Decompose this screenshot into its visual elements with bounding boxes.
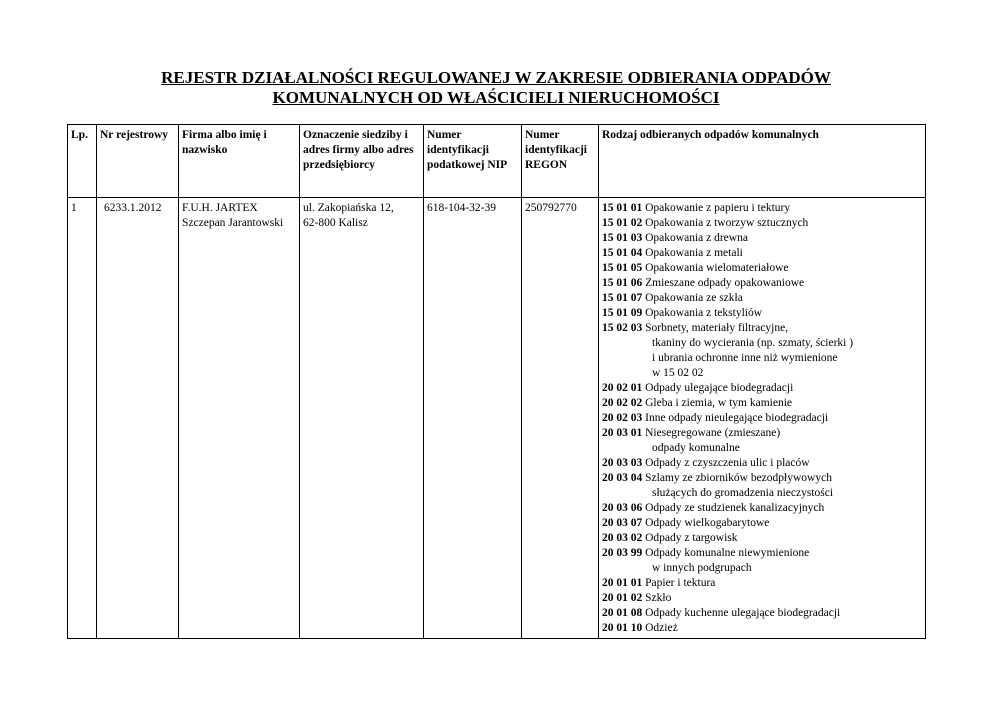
waste-code: 20 03 07 bbox=[602, 517, 643, 529]
table-row bbox=[68, 198, 926, 639]
waste-code: 20 01 08 bbox=[602, 607, 643, 619]
waste-description: Odpady z czyszczenia ulic i placów bbox=[645, 457, 810, 469]
waste-code: 20 01 10 bbox=[602, 622, 643, 634]
waste-entry-line bbox=[602, 276, 922, 291]
waste-entry-line bbox=[602, 366, 922, 381]
waste-description: Gleba i ziemia, w tym kamienie bbox=[645, 397, 793, 409]
waste-description: i ubrania ochronne inne niż wymienione bbox=[652, 352, 838, 364]
waste-entry-line bbox=[602, 576, 922, 591]
waste-description: Odpady z targowisk bbox=[645, 532, 738, 544]
document-title bbox=[60, 68, 932, 108]
waste-entry-line bbox=[602, 216, 922, 231]
waste-description: w innych podgrupach bbox=[652, 562, 752, 574]
cell-waste-list bbox=[599, 198, 926, 639]
waste-entry-line bbox=[602, 336, 922, 351]
cell-firma bbox=[179, 198, 300, 639]
register-table bbox=[67, 124, 926, 639]
cell-lp: 1 bbox=[68, 198, 97, 639]
waste-code: 15 01 07 bbox=[602, 292, 643, 304]
waste-entry-line bbox=[602, 621, 922, 636]
waste-description: Opakowania z metali bbox=[645, 247, 743, 259]
waste-description: Opakowanie z papieru i tektury bbox=[645, 202, 791, 214]
waste-description: Opakowania z tworzyw sztucznych bbox=[645, 217, 809, 229]
waste-code: 20 01 01 bbox=[602, 577, 643, 589]
waste-entry-line bbox=[602, 471, 922, 486]
waste-description: Odpady wielkogabarytowe bbox=[645, 517, 770, 529]
waste-code: 20 02 03 bbox=[602, 412, 643, 424]
waste-entry-line bbox=[602, 456, 922, 471]
waste-entry-line bbox=[602, 606, 922, 621]
waste-code: 15 01 02 bbox=[602, 217, 643, 229]
waste-code: 20 03 01 bbox=[602, 427, 643, 439]
header-lp: Lp. bbox=[68, 125, 97, 198]
waste-entry-line bbox=[602, 246, 922, 261]
waste-description: Niesegregowane (zmieszane) bbox=[645, 427, 781, 439]
header-siedziba: Oznaczenie siedziby i adres firmy albo adres przedsiębiorcy bbox=[300, 125, 424, 198]
waste-code: 15 01 05 bbox=[602, 262, 643, 274]
waste-entry-line bbox=[602, 201, 922, 216]
waste-code: 20 01 02 bbox=[602, 592, 643, 604]
waste-code: 15 01 03 bbox=[602, 232, 643, 244]
header-rodzaj: Rodzaj odbieranych odpadów komunalnych bbox=[599, 125, 926, 198]
waste-entry-line bbox=[602, 306, 922, 321]
waste-entry-line bbox=[602, 351, 922, 366]
waste-entry-line bbox=[602, 411, 922, 426]
waste-code: 20 03 06 bbox=[602, 502, 643, 514]
waste-code: 15 01 01 bbox=[602, 202, 643, 214]
header-firma: Firma albo imię i nazwisko bbox=[179, 125, 300, 198]
waste-entry-line bbox=[602, 531, 922, 546]
waste-description: Opakowania z tekstyliów bbox=[645, 307, 763, 319]
waste-code: 15 01 06 bbox=[602, 277, 643, 289]
waste-entry-line bbox=[602, 441, 922, 456]
title-line-1: REJESTR DZIAŁALNOŚCI REGULOWANEJ W ZAKRESIE ODBIERANIA ODPADÓW bbox=[161, 68, 831, 87]
cell-nr: 6233.1.2012 bbox=[97, 198, 179, 639]
waste-description: Odpady kuchenne ulegające biodegradacji bbox=[645, 607, 841, 619]
waste-code: 15 01 09 bbox=[602, 307, 643, 319]
waste-description: w 15 02 02 bbox=[652, 367, 704, 379]
waste-description: Odpady ze studzienek kanalizacyjnych bbox=[645, 502, 825, 514]
header-nr: Nr rejestrowy bbox=[97, 125, 179, 198]
waste-entry-line bbox=[602, 231, 922, 246]
waste-description: Papier i tektura bbox=[645, 577, 716, 589]
waste-description: Sorbnety, materiały filtracyjne, bbox=[645, 322, 789, 334]
firma-line-2: Szczepan Jarantowski bbox=[182, 217, 284, 229]
cell-regon: 250792770 bbox=[522, 198, 599, 639]
adres-line-1: ul. Zakopiańska 12, bbox=[303, 202, 394, 214]
waste-code: 20 02 02 bbox=[602, 397, 643, 409]
waste-description: Odpady komunalne niewymienione bbox=[645, 547, 810, 559]
waste-description: tkaniny do wycierania (np. szmaty, ścierki ) bbox=[652, 337, 854, 349]
waste-entry-line bbox=[602, 261, 922, 276]
waste-description: Opakowania z drewna bbox=[645, 232, 748, 244]
waste-entry-line bbox=[602, 501, 922, 516]
waste-code: 20 03 99 bbox=[602, 547, 643, 559]
waste-description: Odpady ulegające biodegradacji bbox=[645, 382, 794, 394]
cell-nip: 618-104-32-39 bbox=[424, 198, 522, 639]
header-row bbox=[68, 125, 926, 198]
waste-code: 15 02 03 bbox=[602, 322, 643, 334]
waste-code: 20 03 03 bbox=[602, 457, 643, 469]
waste-description: Opakowania wielomateriałowe bbox=[645, 262, 789, 274]
header-regon: Numer identyfikacji REGON bbox=[522, 125, 599, 198]
waste-description: Szlamy ze zbiorników bezodpływowych bbox=[645, 472, 832, 484]
waste-code: 20 03 02 bbox=[602, 532, 643, 544]
waste-code: 20 02 01 bbox=[602, 382, 643, 394]
firma-line-1: F.U.H. JARTEX bbox=[182, 202, 258, 214]
waste-entry-line bbox=[602, 486, 922, 501]
waste-entry-line bbox=[602, 561, 922, 576]
waste-entry-line bbox=[602, 426, 922, 441]
waste-entry-line bbox=[602, 591, 922, 606]
waste-description: służących do gromadzenia nieczystości bbox=[652, 487, 834, 499]
adres-line-2: 62-800 Kalisz bbox=[303, 217, 368, 229]
waste-entry-line bbox=[602, 396, 922, 411]
waste-entry-line bbox=[602, 321, 922, 336]
waste-description: Opakowania ze szkła bbox=[645, 292, 743, 304]
waste-description: odpady komunalne bbox=[652, 442, 740, 454]
title-line-2: KOMUNALNYCH OD WŁAŚCICIELI NIERUCHOMOŚCI bbox=[272, 88, 720, 107]
waste-entry-line bbox=[602, 546, 922, 561]
waste-description: Odzież bbox=[645, 622, 678, 634]
waste-description: Szkło bbox=[645, 592, 672, 604]
waste-entry-line bbox=[602, 381, 922, 396]
waste-code: 20 03 04 bbox=[602, 472, 643, 484]
waste-description: Inne odpady nieulegające biodegradacji bbox=[645, 412, 829, 424]
header-nip: Numer identyfikacji podatkowej NIP bbox=[424, 125, 522, 198]
cell-adres bbox=[300, 198, 424, 639]
waste-entry-line bbox=[602, 516, 922, 531]
waste-entry-line bbox=[602, 291, 922, 306]
waste-description: Zmieszane odpady opakowaniowe bbox=[645, 277, 805, 289]
waste-code: 15 01 04 bbox=[602, 247, 643, 259]
